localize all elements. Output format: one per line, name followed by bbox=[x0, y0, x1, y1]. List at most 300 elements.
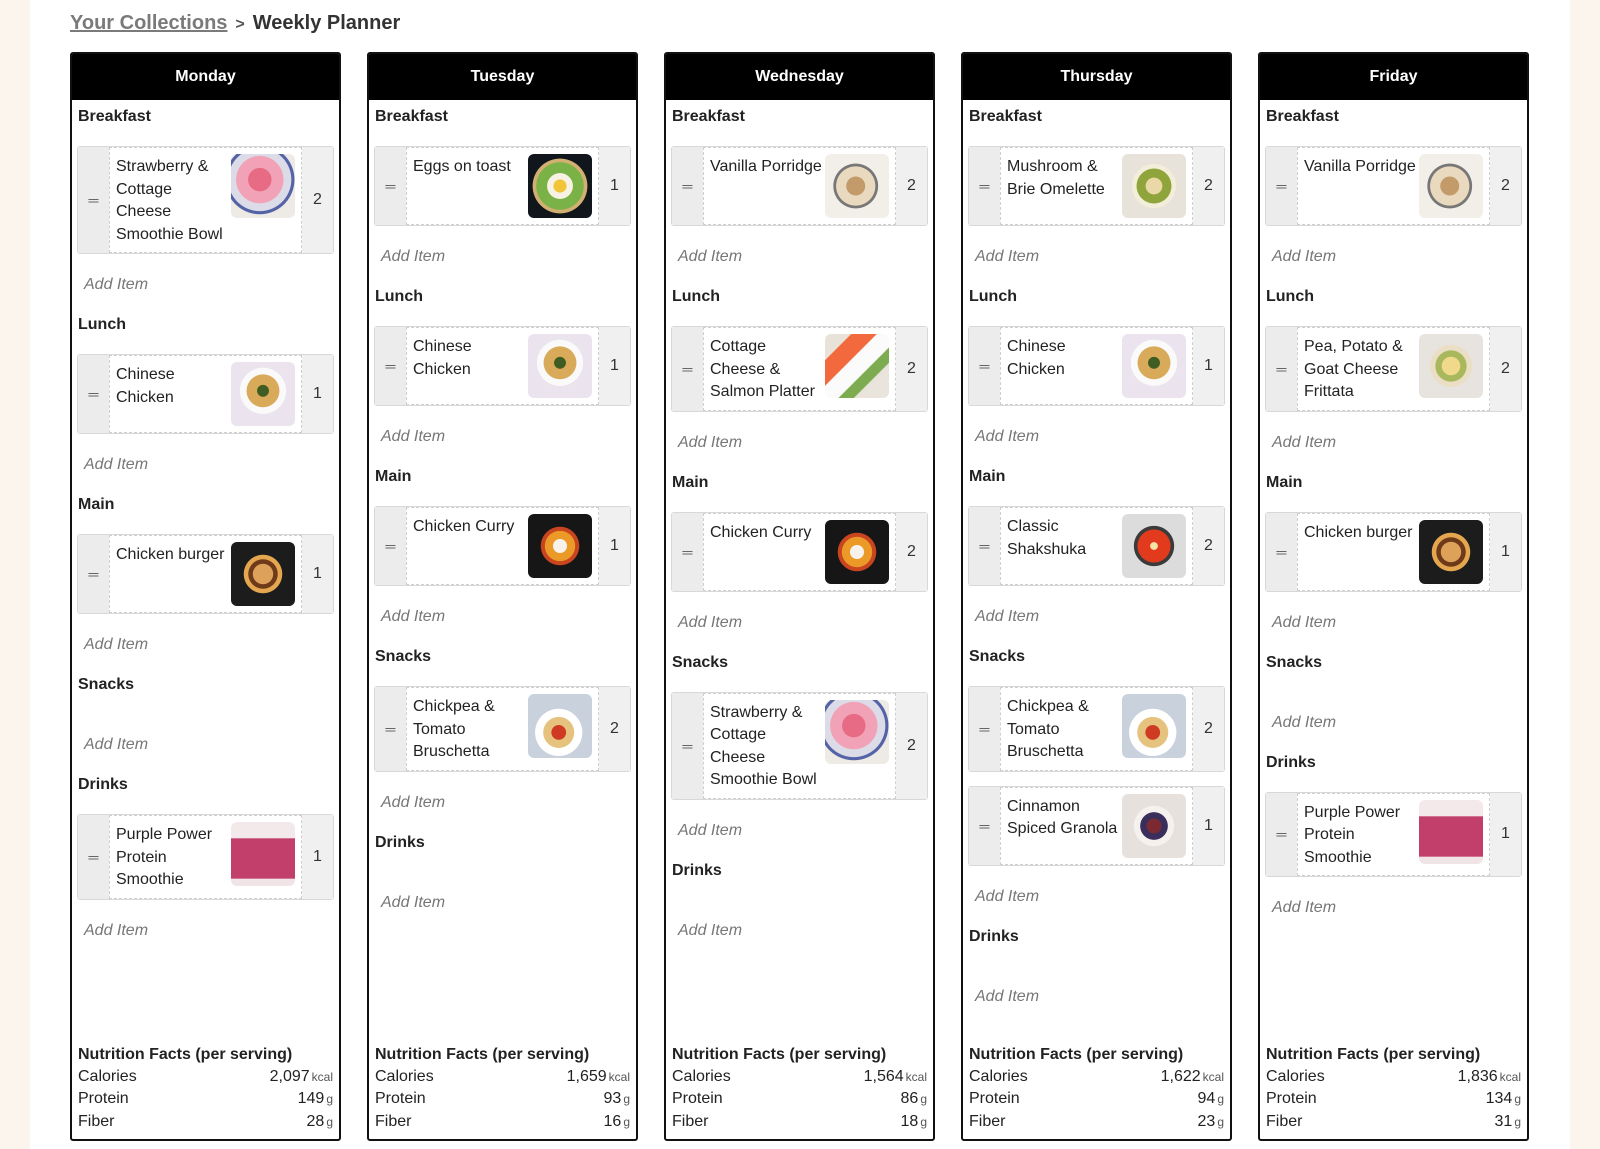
nutrition-unit: g bbox=[326, 1092, 333, 1106]
meal-item-quantity[interactable]: 2 bbox=[1490, 327, 1521, 411]
day-header-friday: Friday bbox=[1260, 54, 1527, 100]
add-item-button[interactable]: Add Item bbox=[381, 893, 446, 911]
meal-section-title: Main bbox=[1266, 473, 1303, 491]
chicken-burger-photo bbox=[1419, 520, 1483, 584]
nutrition-title: Nutrition Facts (per serving) bbox=[969, 1045, 1184, 1063]
nutrition-label: Protein bbox=[375, 1090, 426, 1107]
meal-item-card[interactable] bbox=[374, 326, 631, 406]
meal-item-name: Pea, Potato & Goat Cheese Frittata bbox=[1304, 338, 1403, 400]
nutrition-number: 16 bbox=[603, 1112, 622, 1130]
drag-handle-icon[interactable]: ═ bbox=[78, 535, 109, 613]
meal-items-list bbox=[968, 146, 1225, 226]
meal-item-body[interactable] bbox=[1000, 327, 1193, 405]
nutrition-row-calories bbox=[672, 1066, 927, 1089]
planner-columns bbox=[70, 52, 1529, 1141]
meal-item-card[interactable] bbox=[1265, 146, 1522, 226]
meal-item-body[interactable] bbox=[703, 147, 896, 225]
day-header-thursday: Thursday bbox=[963, 54, 1230, 100]
meal-item-body[interactable] bbox=[1297, 327, 1490, 411]
day-body bbox=[1260, 100, 1527, 939]
meal-item-card[interactable] bbox=[374, 146, 631, 226]
meal-item-card[interactable] bbox=[671, 692, 928, 800]
nutrition-label: Fiber bbox=[375, 1112, 412, 1130]
nutrition-number: 134 bbox=[1485, 1090, 1513, 1107]
nutrition-row-protein bbox=[969, 1088, 1224, 1111]
day-header-monday: Monday bbox=[72, 54, 339, 100]
meal-section-title: Lunch bbox=[375, 288, 423, 305]
meal-section-snacks bbox=[968, 648, 1225, 928]
meal-items-list bbox=[374, 506, 631, 586]
meal-items-list bbox=[77, 354, 334, 434]
granola-photo bbox=[1122, 794, 1186, 858]
meal-item-body[interactable] bbox=[703, 327, 896, 411]
nutrition-row-calories bbox=[1266, 1066, 1521, 1089]
meal-section-title: Drinks bbox=[375, 833, 425, 851]
meal-item-body[interactable] bbox=[109, 355, 302, 433]
porridge-photo bbox=[1419, 154, 1483, 218]
meal-item-name: Mushroom & Brie Omelette bbox=[1007, 158, 1105, 198]
meal-item-name: Cinnamon Spiced Granola bbox=[1007, 797, 1118, 837]
nutrition-label: Calories bbox=[969, 1067, 1028, 1085]
meal-item-body[interactable] bbox=[109, 815, 302, 899]
nutrition-value bbox=[864, 1066, 927, 1089]
meal-section-main bbox=[968, 468, 1225, 648]
meal-item-quantity[interactable]: 1 bbox=[1193, 787, 1224, 865]
meal-item-name: Eggs on toast bbox=[413, 158, 511, 175]
meal-section-title: Drinks bbox=[969, 927, 1019, 945]
nutrition-row-calories bbox=[969, 1066, 1224, 1089]
meal-item-quantity[interactable]: 1 bbox=[302, 535, 333, 613]
meal-item-name: Chinese Chicken bbox=[413, 338, 472, 378]
add-item-button[interactable]: Add Item bbox=[381, 248, 446, 265]
meal-section-title: Main bbox=[375, 468, 412, 485]
meal-item-name: Cottage Cheese & Salmon Platter bbox=[710, 338, 815, 400]
nutrition-row-fiber bbox=[1266, 1111, 1521, 1134]
smoothie-bowl-photo bbox=[825, 700, 889, 764]
eggs-on-toast-photo bbox=[528, 154, 592, 218]
add-item-button[interactable]: Add Item bbox=[381, 793, 446, 811]
drag-handle-icon[interactable]: ═ bbox=[1266, 513, 1297, 591]
day-body bbox=[666, 100, 933, 962]
nutrition-label: Calories bbox=[1266, 1067, 1325, 1085]
meal-item-card[interactable] bbox=[374, 506, 631, 586]
meal-items-list bbox=[671, 326, 928, 412]
meal-item-card[interactable] bbox=[1265, 792, 1522, 878]
nutrition-facts bbox=[1266, 1046, 1521, 1134]
meal-section-title: Main bbox=[78, 496, 115, 513]
frittata-photo bbox=[1419, 334, 1483, 398]
nutrition-facts bbox=[78, 1046, 333, 1134]
nutrition-row-protein bbox=[78, 1088, 333, 1111]
bruschetta-photo bbox=[1122, 694, 1186, 758]
nutrition-label: Calories bbox=[78, 1067, 137, 1085]
meal-section-lunch bbox=[671, 288, 928, 474]
chicken-curry-photo bbox=[825, 520, 889, 584]
nutrition-label: Calories bbox=[375, 1067, 434, 1085]
meal-section-title: Lunch bbox=[1266, 288, 1314, 305]
meal-item-card[interactable] bbox=[77, 534, 334, 614]
add-item-button[interactable]: Add Item bbox=[678, 921, 743, 939]
nutrition-unit: g bbox=[1217, 1114, 1224, 1129]
meal-section-title: Breakfast bbox=[672, 108, 745, 125]
meal-section-breakfast bbox=[374, 108, 631, 288]
meal-item-name: Purple Power Protein Smoothie bbox=[116, 826, 213, 888]
nutrition-number: 149 bbox=[297, 1090, 325, 1107]
meal-item-quantity[interactable]: 1 bbox=[1490, 513, 1521, 591]
meal-section-title: Lunch bbox=[969, 288, 1017, 305]
meal-items-list bbox=[1265, 512, 1522, 592]
purple-smoothie-photo bbox=[231, 822, 295, 886]
meal-item-card[interactable] bbox=[968, 686, 1225, 772]
meal-section-drinks bbox=[374, 834, 631, 934]
meal-item-quantity[interactable]: 1 bbox=[599, 147, 630, 225]
meal-item-card[interactable] bbox=[671, 326, 928, 412]
meal-item-quantity[interactable]: 1 bbox=[302, 815, 333, 899]
nutrition-label: Protein bbox=[672, 1090, 723, 1107]
add-item-button[interactable]: Add Item bbox=[1272, 713, 1337, 731]
nutrition-row-calories bbox=[375, 1066, 630, 1089]
meal-item-name: Purple Power Protein Smoothie bbox=[1304, 803, 1401, 866]
smoothie-bowl-photo bbox=[231, 154, 295, 218]
meal-section-snacks bbox=[77, 676, 334, 776]
nutrition-value bbox=[270, 1066, 333, 1089]
nutrition-row-protein bbox=[1266, 1088, 1521, 1111]
meal-item-body[interactable] bbox=[1297, 147, 1490, 225]
meal-item-quantity[interactable]: 1 bbox=[599, 327, 630, 405]
meal-section-title: Breakfast bbox=[375, 108, 448, 125]
nutrition-unit: g bbox=[1217, 1092, 1224, 1106]
chinese-chicken-photo bbox=[1122, 334, 1186, 398]
meal-items-list bbox=[671, 512, 928, 592]
nutrition-value bbox=[1486, 1088, 1521, 1111]
nutrition-value bbox=[307, 1111, 333, 1134]
meal-item-card[interactable] bbox=[671, 146, 928, 226]
nutrition-number: 31 bbox=[1494, 1112, 1513, 1130]
nutrition-label: Fiber bbox=[672, 1112, 709, 1130]
meal-section-title: Breakfast bbox=[78, 108, 151, 125]
nutrition-facts bbox=[672, 1046, 927, 1134]
meal-section-title: Drinks bbox=[78, 776, 128, 793]
meal-item-quantity[interactable]: 2 bbox=[1193, 687, 1224, 771]
add-item-button[interactable]: Add Item bbox=[975, 248, 1040, 265]
meal-section-lunch bbox=[1265, 288, 1522, 474]
drag-handle-icon[interactable]: ═ bbox=[672, 513, 703, 591]
drag-handle-icon[interactable]: ═ bbox=[969, 327, 1000, 405]
drag-handle-icon[interactable]: ═ bbox=[672, 327, 703, 411]
page-title: Weekly Planner bbox=[252, 12, 401, 34]
add-item-button[interactable]: Add Item bbox=[84, 456, 149, 473]
drag-handle-icon[interactable]: ═ bbox=[78, 147, 109, 253]
meal-section-main bbox=[1265, 474, 1522, 654]
nutrition-value bbox=[1161, 1066, 1224, 1089]
meal-items-list bbox=[374, 326, 631, 406]
meal-item-card[interactable] bbox=[968, 146, 1225, 226]
drag-handle-icon[interactable]: ═ bbox=[1266, 327, 1297, 411]
meal-item-quantity[interactable]: 1 bbox=[1193, 327, 1224, 405]
meal-items-list bbox=[77, 814, 334, 900]
breadcrumb-your-collections-link[interactable]: Your Collections bbox=[70, 12, 228, 34]
meal-section-title: Lunch bbox=[672, 288, 720, 305]
meal-item-card[interactable] bbox=[77, 146, 334, 254]
meal-item-name: Chicken Curry bbox=[710, 523, 812, 541]
meal-section-snacks bbox=[374, 648, 631, 834]
meal-item-body[interactable] bbox=[406, 327, 599, 405]
nutrition-unit: kcal bbox=[1202, 1069, 1224, 1084]
meal-item-body[interactable] bbox=[1297, 793, 1490, 877]
meal-section-main bbox=[374, 468, 631, 648]
meal-section-lunch bbox=[77, 316, 334, 496]
meal-item-card[interactable] bbox=[374, 686, 631, 772]
nutrition-value bbox=[604, 1088, 630, 1111]
meal-item-name: Chinese Chicken bbox=[1007, 338, 1066, 378]
meal-item-card[interactable] bbox=[968, 786, 1225, 866]
nutrition-label: Protein bbox=[78, 1090, 129, 1107]
add-item-button[interactable]: Add Item bbox=[84, 736, 149, 753]
meal-section-title: Main bbox=[672, 473, 709, 491]
day-column-friday bbox=[1258, 52, 1529, 1141]
meal-item-quantity[interactable]: 2 bbox=[599, 687, 630, 771]
drag-handle-icon[interactable]: ═ bbox=[969, 507, 1000, 585]
meal-item-name: Chicken burger bbox=[116, 546, 225, 563]
add-item-button[interactable]: Add Item bbox=[84, 636, 149, 653]
add-item-button[interactable]: Add Item bbox=[975, 887, 1040, 905]
meal-section-drinks bbox=[671, 862, 928, 962]
day-body bbox=[72, 100, 339, 962]
meal-item-quantity[interactable]: 2 bbox=[896, 513, 927, 591]
meal-item-card[interactable] bbox=[1265, 326, 1522, 412]
nutrition-row-fiber bbox=[375, 1111, 630, 1134]
nutrition-unit: kcal bbox=[311, 1069, 333, 1084]
nutrition-number: 1,622 bbox=[1160, 1067, 1201, 1085]
meal-item-name: Classic Shakshuka bbox=[1007, 518, 1087, 558]
nutrition-value bbox=[1198, 1111, 1224, 1134]
nutrition-number: 28 bbox=[306, 1112, 325, 1130]
meal-item-body[interactable] bbox=[1000, 147, 1193, 225]
meal-item-card[interactable] bbox=[968, 506, 1225, 586]
nutrition-value bbox=[567, 1066, 630, 1089]
porridge-photo bbox=[825, 154, 889, 218]
nutrition-unit: g bbox=[1514, 1114, 1521, 1129]
nutrition-number: 1,564 bbox=[863, 1067, 904, 1085]
meal-item-name: Chicken burger bbox=[1304, 523, 1413, 541]
bruschetta-photo bbox=[528, 694, 592, 758]
drag-handle-icon[interactable]: ═ bbox=[1266, 147, 1297, 225]
meal-section-title: Drinks bbox=[1266, 753, 1316, 771]
nutrition-unit: g bbox=[920, 1092, 927, 1106]
drag-handle-icon[interactable]: ═ bbox=[375, 147, 406, 225]
meal-item-body[interactable] bbox=[703, 513, 896, 591]
meal-item-body[interactable] bbox=[109, 535, 302, 613]
meal-item-body[interactable] bbox=[1000, 787, 1193, 865]
meal-section-title: Snacks bbox=[375, 648, 432, 665]
drag-handle-icon[interactable]: ═ bbox=[672, 693, 703, 799]
add-item-button[interactable]: Add Item bbox=[1272, 248, 1337, 265]
add-item-button[interactable]: Add Item bbox=[1272, 613, 1337, 631]
day-header-wednesday: Wednesday bbox=[666, 54, 933, 100]
nutrition-value bbox=[1495, 1111, 1521, 1134]
day-header-tuesday: Tuesday bbox=[369, 54, 636, 100]
nutrition-value bbox=[604, 1111, 630, 1134]
nutrition-label: Protein bbox=[969, 1090, 1020, 1107]
nutrition-number: 1,659 bbox=[566, 1067, 607, 1085]
meal-item-quantity[interactable]: 2 bbox=[1193, 147, 1224, 225]
nutrition-row-fiber bbox=[78, 1111, 333, 1134]
meal-item-card[interactable] bbox=[968, 326, 1225, 406]
meal-item-quantity[interactable]: 2 bbox=[1490, 147, 1521, 225]
meal-item-name: Chinese Chicken bbox=[116, 366, 175, 406]
nutrition-value bbox=[901, 1111, 927, 1134]
meal-section-breakfast bbox=[1265, 108, 1522, 288]
omelette-photo bbox=[1122, 154, 1186, 218]
nutrition-value bbox=[1458, 1066, 1521, 1089]
meal-items-list bbox=[374, 686, 631, 772]
nutrition-title: Nutrition Facts (per serving) bbox=[375, 1045, 590, 1063]
meal-section-title: Breakfast bbox=[1266, 108, 1339, 125]
nutrition-number: 23 bbox=[1197, 1112, 1216, 1130]
nutrition-number: 1,836 bbox=[1457, 1067, 1498, 1085]
nutrition-number: 86 bbox=[900, 1090, 919, 1107]
meal-item-body[interactable] bbox=[1297, 513, 1490, 591]
add-item-button[interactable]: Add Item bbox=[975, 428, 1040, 445]
nutrition-row-calories bbox=[78, 1066, 333, 1089]
drag-handle-icon[interactable]: ═ bbox=[969, 687, 1000, 771]
chicken-burger-photo bbox=[231, 542, 295, 606]
meal-item-body[interactable] bbox=[406, 687, 599, 771]
meal-item-quantity[interactable]: 2 bbox=[1193, 507, 1224, 585]
meal-item-quantity[interactable]: 2 bbox=[896, 693, 927, 799]
meal-item-card[interactable] bbox=[77, 814, 334, 900]
nutrition-unit: kcal bbox=[905, 1069, 927, 1084]
nutrition-value bbox=[298, 1088, 333, 1111]
meal-section-title: Snacks bbox=[672, 653, 729, 671]
drag-handle-icon[interactable]: ═ bbox=[375, 507, 406, 585]
drag-handle-icon[interactable]: ═ bbox=[672, 147, 703, 225]
add-item-button[interactable]: Add Item bbox=[678, 613, 743, 631]
nutrition-label: Fiber bbox=[78, 1112, 115, 1130]
day-body bbox=[963, 100, 1230, 1028]
add-item-button[interactable]: Add Item bbox=[1272, 433, 1337, 451]
meal-section-snacks bbox=[671, 654, 928, 862]
meal-item-card[interactable] bbox=[1265, 512, 1522, 592]
meal-item-name: Strawberry & Cottage Cheese Smoothie Bowl bbox=[116, 158, 223, 243]
add-item-button[interactable]: Add Item bbox=[84, 921, 149, 939]
meal-item-body[interactable] bbox=[406, 147, 599, 225]
meal-item-name: Chickpea & Tomato Bruschetta bbox=[1007, 698, 1089, 760]
day-column-monday bbox=[70, 52, 341, 1141]
meal-items-list bbox=[968, 686, 1225, 866]
meal-item-card[interactable] bbox=[77, 354, 334, 434]
meal-item-body[interactable] bbox=[109, 147, 302, 253]
nutrition-number: 94 bbox=[1197, 1090, 1216, 1107]
chicken-curry-photo bbox=[528, 514, 592, 578]
drag-handle-icon[interactable]: ═ bbox=[375, 327, 406, 405]
meal-item-quantity[interactable]: 2 bbox=[896, 327, 927, 411]
nutrition-unit: g bbox=[623, 1092, 630, 1106]
add-item-button[interactable]: Add Item bbox=[381, 428, 446, 445]
breadcrumb bbox=[70, 12, 400, 35]
add-item-button[interactable]: Add Item bbox=[678, 248, 743, 265]
day-column-tuesday bbox=[367, 52, 638, 1141]
drag-handle-icon[interactable]: ═ bbox=[969, 147, 1000, 225]
meal-items-list bbox=[1265, 326, 1522, 412]
meal-items-list bbox=[77, 146, 334, 254]
nutrition-title: Nutrition Facts (per serving) bbox=[672, 1045, 887, 1063]
add-item-button[interactable]: Add Item bbox=[381, 608, 446, 625]
nutrition-unit: kcal bbox=[608, 1069, 630, 1084]
meal-item-body[interactable] bbox=[1000, 687, 1193, 771]
chinese-chicken-photo bbox=[231, 362, 295, 426]
nutrition-unit: g bbox=[1514, 1092, 1521, 1106]
meal-item-quantity[interactable]: 1 bbox=[302, 355, 333, 433]
meal-items-list bbox=[77, 534, 334, 614]
breadcrumb-separator: > bbox=[235, 16, 245, 33]
nutrition-unit: g bbox=[920, 1114, 927, 1129]
meal-items-list bbox=[1265, 146, 1522, 226]
meal-item-body[interactable] bbox=[406, 507, 599, 585]
meal-item-quantity[interactable]: 2 bbox=[302, 147, 333, 253]
add-item-button[interactable]: Add Item bbox=[678, 433, 743, 451]
meal-item-body[interactable] bbox=[703, 693, 896, 799]
meal-section-main bbox=[77, 496, 334, 676]
purple-smoothie-photo bbox=[1419, 800, 1483, 864]
nutrition-facts bbox=[375, 1046, 630, 1134]
nutrition-facts bbox=[969, 1046, 1224, 1134]
meal-items-list bbox=[671, 692, 928, 800]
meal-items-list bbox=[671, 146, 928, 226]
meal-section-title: Breakfast bbox=[969, 108, 1042, 125]
meal-item-quantity[interactable]: 2 bbox=[896, 147, 927, 225]
nutrition-unit: g bbox=[623, 1114, 630, 1129]
meal-items-list bbox=[374, 146, 631, 226]
add-item-button[interactable]: Add Item bbox=[975, 987, 1040, 1005]
nutrition-row-protein bbox=[375, 1088, 630, 1111]
meal-item-name: Chicken Curry bbox=[413, 518, 515, 535]
meal-item-name: Vanilla Porridge bbox=[1304, 158, 1416, 175]
nutrition-value bbox=[901, 1088, 927, 1111]
nutrition-label: Protein bbox=[1266, 1090, 1317, 1107]
meal-section-lunch bbox=[374, 288, 631, 468]
meal-item-quantity[interactable]: 1 bbox=[599, 507, 630, 585]
day-column-thursday bbox=[961, 52, 1232, 1141]
drag-handle-icon[interactable]: ═ bbox=[78, 355, 109, 433]
meal-section-title: Lunch bbox=[78, 316, 126, 333]
meal-item-quantity[interactable]: 1 bbox=[1490, 793, 1521, 877]
meal-section-drinks bbox=[1265, 754, 1522, 940]
drag-handle-icon[interactable]: ═ bbox=[969, 787, 1000, 865]
shakshuka-photo bbox=[1122, 514, 1186, 578]
nutrition-label: Fiber bbox=[1266, 1112, 1303, 1130]
meal-item-body[interactable] bbox=[1000, 507, 1193, 585]
add-item-button[interactable]: Add Item bbox=[84, 276, 149, 293]
meal-item-name: Chickpea & Tomato Bruschetta bbox=[413, 698, 495, 760]
nutrition-unit: kcal bbox=[1499, 1069, 1521, 1084]
meal-section-title: Snacks bbox=[78, 676, 135, 693]
meal-section-title: Drinks bbox=[672, 861, 722, 879]
drag-handle-icon[interactable]: ═ bbox=[375, 687, 406, 771]
drag-handle-icon[interactable]: ═ bbox=[1266, 793, 1297, 877]
nutrition-number: 2,097 bbox=[269, 1067, 310, 1085]
nutrition-row-protein bbox=[672, 1088, 927, 1111]
add-item-button[interactable]: Add Item bbox=[678, 821, 743, 839]
nutrition-number: 93 bbox=[603, 1090, 622, 1107]
add-item-button[interactable]: Add Item bbox=[975, 608, 1040, 625]
nutrition-label: Fiber bbox=[969, 1112, 1006, 1130]
drag-handle-icon[interactable]: ═ bbox=[78, 815, 109, 899]
meal-section-title: Main bbox=[969, 468, 1006, 485]
meal-section-main bbox=[671, 474, 928, 654]
meal-item-card[interactable] bbox=[671, 512, 928, 592]
add-item-button[interactable]: Add Item bbox=[1272, 899, 1337, 916]
